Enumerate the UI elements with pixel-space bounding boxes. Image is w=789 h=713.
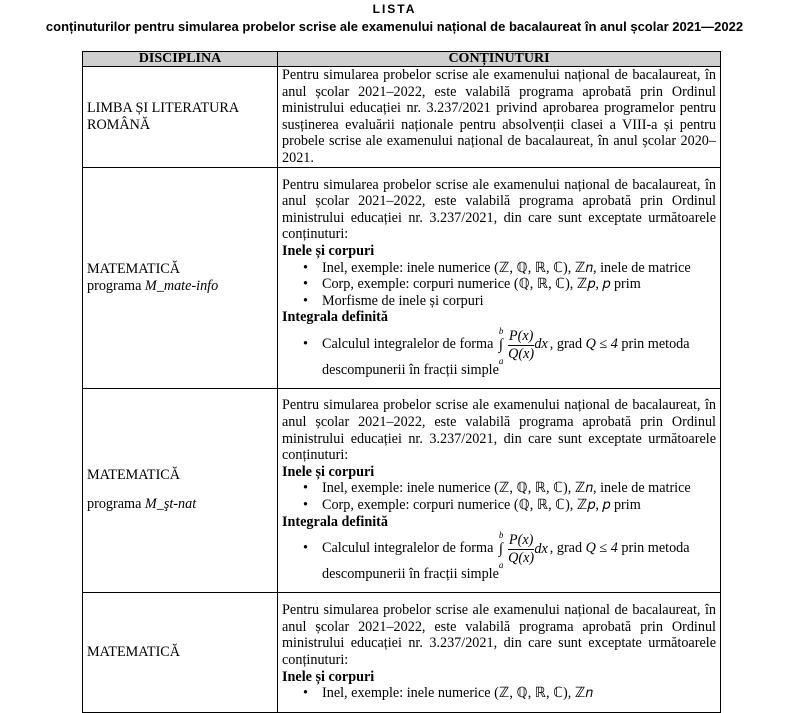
content-table [82, 51, 721, 713]
bullet-list [282, 260, 716, 310]
content-intro: Pentru simularea probelor scrise ale examenului național de bacalaureat, în anul școlar 2021–2022, este valabilă programa aprobată prin Ordinul ministrului educației nr. 3.237/2021, din care sunt exceptate următoarele conținuturi: [282, 397, 716, 464]
list-item: • Morfisme de inele și corpuri [322, 293, 716, 310]
section-heading: Integrala definită [282, 513, 389, 530]
content-intro: Pentru simularea probelor scrise ale examenului național de bacalaureat, în anul școlar 2021–2022, este valabilă programa aprobată prin Ordinul ministrului educației nr. 3.237/2021 privind aprobarea programelor pentru susținerea evaluării naționale pentru absolvenții clasei a VIII-a și pentru probele scrise ale examenului național de bacalaureat, în anul școlar 2020–2021. [282, 67, 716, 166]
discipline-cell [83, 67, 278, 168]
content-cell [278, 167, 721, 388]
content-intro: Pentru simularea probelor scrise ale examenului național de bacalaureat, în anul școlar 2021–2022, este valabilă programa aprobată prin Ordinul ministrului educației nr. 3.237/2021, din care sunt exceptate următoarele conținuturi: [282, 176, 716, 243]
list-item: • Inel, exemple: inele numerice (ℤ, ℚ, ℝ, ℂ), ℤ𝑛 [322, 685, 716, 702]
section-heading: Inele și corpuri [282, 668, 375, 685]
list-item: • Calculul integralelor de forma ∫ b a $\frac{P(x)}{Q(x)}$ dx , grad Q ≤ 4 prin metoda [322, 530, 716, 566]
bullet-list [282, 326, 716, 367]
discipline-cell [83, 167, 278, 388]
list-item: • Inel, exemple: inele numerice (ℤ, ℚ, ℝ, ℂ), ℤ𝑛, inele de matrice [322, 260, 716, 277]
list-item: • Corp, exemple: corpuri numerice (ℚ, ℝ, ℂ), ℤ𝑝, 𝑝 prim [322, 276, 716, 293]
program-label: programa M_şt-nat [87, 496, 197, 513]
col-header-discipline: DISCIPLINA [83, 52, 278, 67]
col-header-content: CONȚINUTURI [278, 52, 721, 67]
discipline-name: MATEMATICĂ [87, 643, 181, 660]
program-name: M_mate-info [144, 277, 219, 294]
table-row [83, 388, 721, 592]
bullet-list [282, 530, 716, 571]
section-heading: Inele și corpuri [282, 463, 375, 480]
list-item-continuation: descompunerii în fracții simple [322, 566, 499, 583]
list-item: • Inel, exemple: inele numerice (ℤ, ℚ, ℝ, ℂ), ℤ𝑛, inele de matrice [322, 480, 716, 497]
program-name: M_şt-nat [144, 496, 197, 513]
list-item: • Calculul integralelor de forma ∫ b a $\frac{P(x)}{Q(x)}$ dx , grad Q ≤ 4 prin metoda [322, 326, 716, 362]
list-item-continuation: descompunerii în fracții simple [322, 361, 499, 378]
section-heading: Inele și corpuri [282, 242, 375, 259]
program-label: programa M_mate-info [87, 277, 219, 294]
table-row [83, 67, 721, 168]
integral-formula: ∫ b a $\frac{P(x)}{Q(x)}$ dx [498, 326, 548, 367]
document-subtitle: conținuturilor pentru simularea probelor scrise ale examenului național de bacalaureat în anul școlar 2021—2022 [45, 19, 744, 34]
table-header-row [83, 52, 721, 67]
discipline-name: MATEMATICĂ [87, 260, 181, 277]
table-row [83, 592, 721, 712]
content-intro: Pentru simularea probelor scrise ale examenului național de bacalaureat, în anul școlar 2021–2022, este valabilă programa aprobată prin Ordinul ministrului educației nr. 3.237/2021, din care sunt exceptate următoarele conținuturi: [282, 602, 716, 669]
integral-formula: ∫ b a $\frac{P(x)}{Q(x)}$ dx [498, 530, 548, 571]
discipline-cell [83, 388, 278, 592]
document-title: LISTA [372, 2, 417, 16]
table-row [83, 167, 721, 388]
section-heading: Integrala definită [282, 309, 389, 326]
discipline-name: LIMBA ȘI LITERATURA ROMÂNĂ [87, 100, 239, 133]
list-item: • Corp, exemple: corpuri numerice (ℚ, ℝ, ℂ), ℤ𝑝, 𝑝 prim [322, 497, 716, 514]
content-cell [278, 388, 721, 592]
discipline-name: MATEMATICĂ [87, 467, 181, 484]
bullet-list [282, 685, 716, 702]
discipline-cell [83, 592, 278, 712]
bullet-list [282, 480, 716, 513]
content-cell [278, 67, 721, 168]
content-cell [278, 592, 721, 712]
